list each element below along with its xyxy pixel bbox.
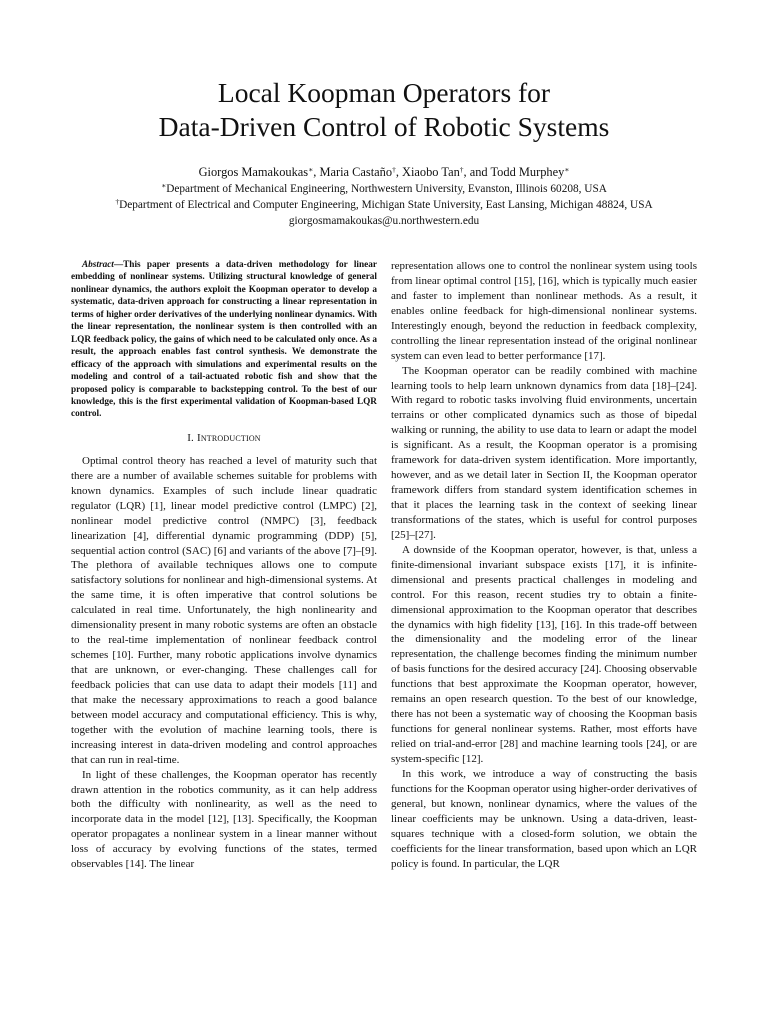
abstract-label: Abstract	[82, 260, 114, 270]
author-list	[40, 162, 728, 182]
author: Giorgos Mamakoukas∗,	[198, 165, 320, 179]
affiliation-northwestern: ∗Department of Mechanical Engineering, Northwestern University, Evanston, Illinois 60208, USA	[161, 181, 607, 195]
body-paragraph: representation allows one to control the nonlinear system using tools from linear optimal control [15], [16], which is typically much easier and faster to implement than nonlinear methods. As a result, it enables online feedback for high-dimensional nonlinear systems. Interestingly enough, beyond the reduction in feedback complexity, controlling the linear representation instead of the original nonlinear system can even lead to better performance [17].	[391, 260, 697, 362]
author: Todd Murphey∗	[490, 165, 570, 179]
body-paragraph: In light of these challenges, the Koopman operator has recently drawn attention in the robotics community, as it can help address both the difficulty with nonlinearity, as well as the need to incorporate data in the model [12], [13]. Specifically, the Koopman operator propagates a nonlinear system in a linear manner without loss of accuracy by evolving functions of the states, termed observables [14]. The linear	[71, 768, 377, 871]
affiliation-michigan-state: †Department of Electrical and Computer Engineering, Michigan State University, East Lansing, Michigan 48824, USA	[115, 197, 653, 211]
abstract: Abstract—This paper presents a data-driven methodology for linear embedding of nonlinear systems. Utilizing structural knowledge of general nonlinear dynamics, the authors exploit the Koopman operator to develop a systematic, data-driven approach for constructing a linear representation in terms of higher order derivatives of the underlying nonlinear dynamics. With the linear representation, the nonlinear system is then controlled with an LQR feedback policy, the gains of which need to be calculated only once. As a result, the approach enables fast control synthesis. We demonstrate the efficacy of the approach with simulations and experimental results on the modeling and control of a tail-actuated robotic fish and show that the proposed policy is comparable to backstepping control. To the best of our knowledge, this is the first experimental validation of Koopman-based LQR control.	[71, 260, 377, 420]
author: Maria Castaño†,	[319, 165, 403, 179]
right-column	[391, 259, 697, 871]
section-heading-introduction: I. Introduction	[187, 431, 261, 444]
author: Xiaobo Tan†, and	[402, 165, 491, 179]
body-paragraph: In this work, we introduce a way of constructing the basis functions for the Koopman operator using higher-order derivatives of general, but known, nonlinear dynamics, where the values of the linear coefficients may be unknown. Using a data-driven, least-squares technique with a closed-form solution, we obtain the coefficients for the linear transformation, based upon which an LQR policy is found. In particular, the LQR	[391, 767, 697, 870]
left-column	[71, 259, 377, 872]
paper-title	[40, 76, 728, 144]
body-paragraph: The Koopman operator can be readily combined with machine learning tools to help learn unknown dynamics from data [18]–[24]. With regard to robotic tasks involving fluid environments, uncertain terrains or other complicated dynamics such as those of bipedal walking or running, the ability to use data to learn or adapt the model is significant. As a result, the Koopman operator is a promising framework for data-driven system identification. More importantly, however, and as we detail later in Section II, the Koopman operator framework differs from standard system identification schemes in that it places the learning task in the context of seeking linear transformations of the states, which is useful for control purposes [25]–[27].	[391, 364, 697, 541]
contact-email[interactable]: giorgosmamakoukas@u.northwestern.edu	[288, 215, 480, 227]
title-line-1: Local Koopman Operators for	[217, 77, 551, 108]
body-paragraph: Optimal control theory has reached a level of maturity such that there are a number of available schemes suitable for problems with known dynamics. Examples of such include linear quadratic regulator (LQR) [1], linear model predictive control (LMPC) [2], nonlinear model predictive control (NMPC) [3], feedback linearization [4], differential dynamic programming (DDP) [5], sequential action control (SAC) [6] and variants of the above [7]–[9]. The plethora of available techniques allows one to compute satisfactory solutions for nonlinear and high-dimensional systems. At the same time, it is often imperative that control solutions be calculated in real time. Unfortunately, the high nonlinearity and dimensionality present in many robotic systems are often an obstacle to the real-time implementation of nonlinear feedback control schemes [10]. Further, many robotic applications involve dynamics that are unknown, or ever-changing. These challenges call for feedback policies that can use data to adapt their models [11] and that make the necessary approximations to reach a good balance between model accuracy and computational efficiency. This is why, together with the evolution of machine learning tools, there is increasing interest in data-driven modeling and control approaches that can run in real-time.	[71, 454, 377, 766]
abstract-text: This paper presents a data-driven methodology for linear embedding of nonlinear systems. Utilizing structural knowledge of general nonlinear dynamics, the authors exploit the Koopman operator to develop a systematic, data-driven approach for constructing a linear representation in terms of higher order derivatives of the underlying nonlinear dynamics. With the linear representation, the nonlinear system is then controlled with an LQR feedback policy, the gains of which need to be calculated only once. As a result, the approach enables fast control synthesis. We demonstrate the efficacy of the approach with simulations and experimental results on the modeling and control of a tail-actuated robotic fish and show that the proposed policy is comparable to backstepping control. To the best of our knowledge, this is the first experimental validation of Koopman-based LQR control.	[71, 260, 377, 420]
title-line-2: Data-Driven Control of Robotic Systems	[158, 111, 610, 142]
body-paragraph: A downside of the Koopman operator, however, is that, unless a finite-dimensional invariant subspace exists [17], it is infinite-dimensional and presents practical challenges in modeling and control. For this reason, recent studies try to obtain a finite-dimensional approximation to the Koopman operator that describes the dynamics with high fidelity [13], [16]. In this trade-off between the dimensionality and the modeling error of the linear representation, the challenge becomes finding the minimum number of basis functions for the desired accuracy [24]. Choosing observable functions that best approximate the Koopman operator, however, remains an open research question. To the best of our knowledge, there has not been a systematic way of choosing the Koopman basis functions for general nonlinear systems. Rather, most efforts have relied on trial-and-error [28] and machine learning tools [24], or are system-specific [12].	[391, 543, 697, 765]
